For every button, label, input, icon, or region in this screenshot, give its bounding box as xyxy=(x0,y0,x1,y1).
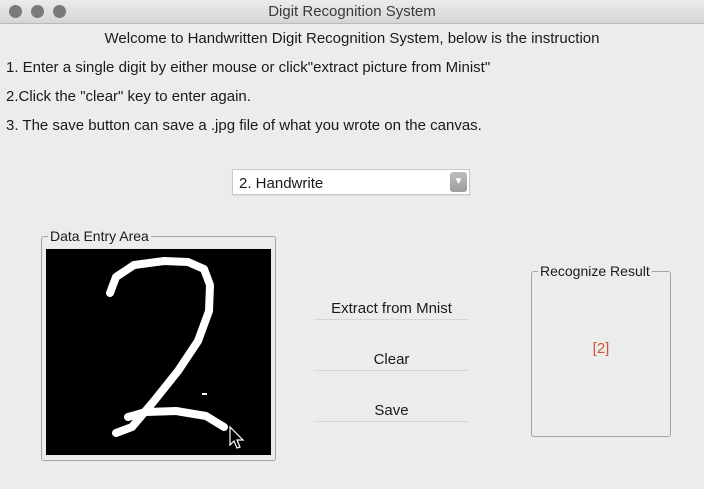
mode-select-value: 2. Handwrite xyxy=(239,175,324,192)
welcome-text: Welcome to Handwritten Digit Recognition System, below is the instruction xyxy=(104,30,600,47)
extract-from-mnist-button[interactable]: Extract from Mnist xyxy=(314,298,469,320)
handwritten-digit-drawing xyxy=(46,249,271,455)
recognize-result-value: [2] xyxy=(592,340,610,357)
instruction-line-2: 2.Click the "clear" key to enter again. xyxy=(6,88,251,105)
chevron-down-icon[interactable]: ▼ xyxy=(450,172,467,192)
window-title: Digit Recognition System xyxy=(268,3,436,20)
title-bar xyxy=(0,0,704,24)
instruction-line-3: 3. The save button can save a .jpg file of what you wrote on the canvas. xyxy=(6,117,482,134)
clear-button[interactable]: Clear xyxy=(314,349,469,371)
save-button[interactable]: Save xyxy=(314,400,469,422)
mouse-cursor-icon xyxy=(230,427,243,448)
instruction-line-1: 1. Enter a single digit by either mouse or click"extract picture from Minist" xyxy=(6,59,491,76)
data-entry-legend: Data Entry Area xyxy=(50,228,149,244)
mode-select[interactable] xyxy=(232,169,470,195)
recognize-result-legend: Recognize Result xyxy=(540,263,650,279)
drawing-canvas[interactable] xyxy=(46,249,271,455)
